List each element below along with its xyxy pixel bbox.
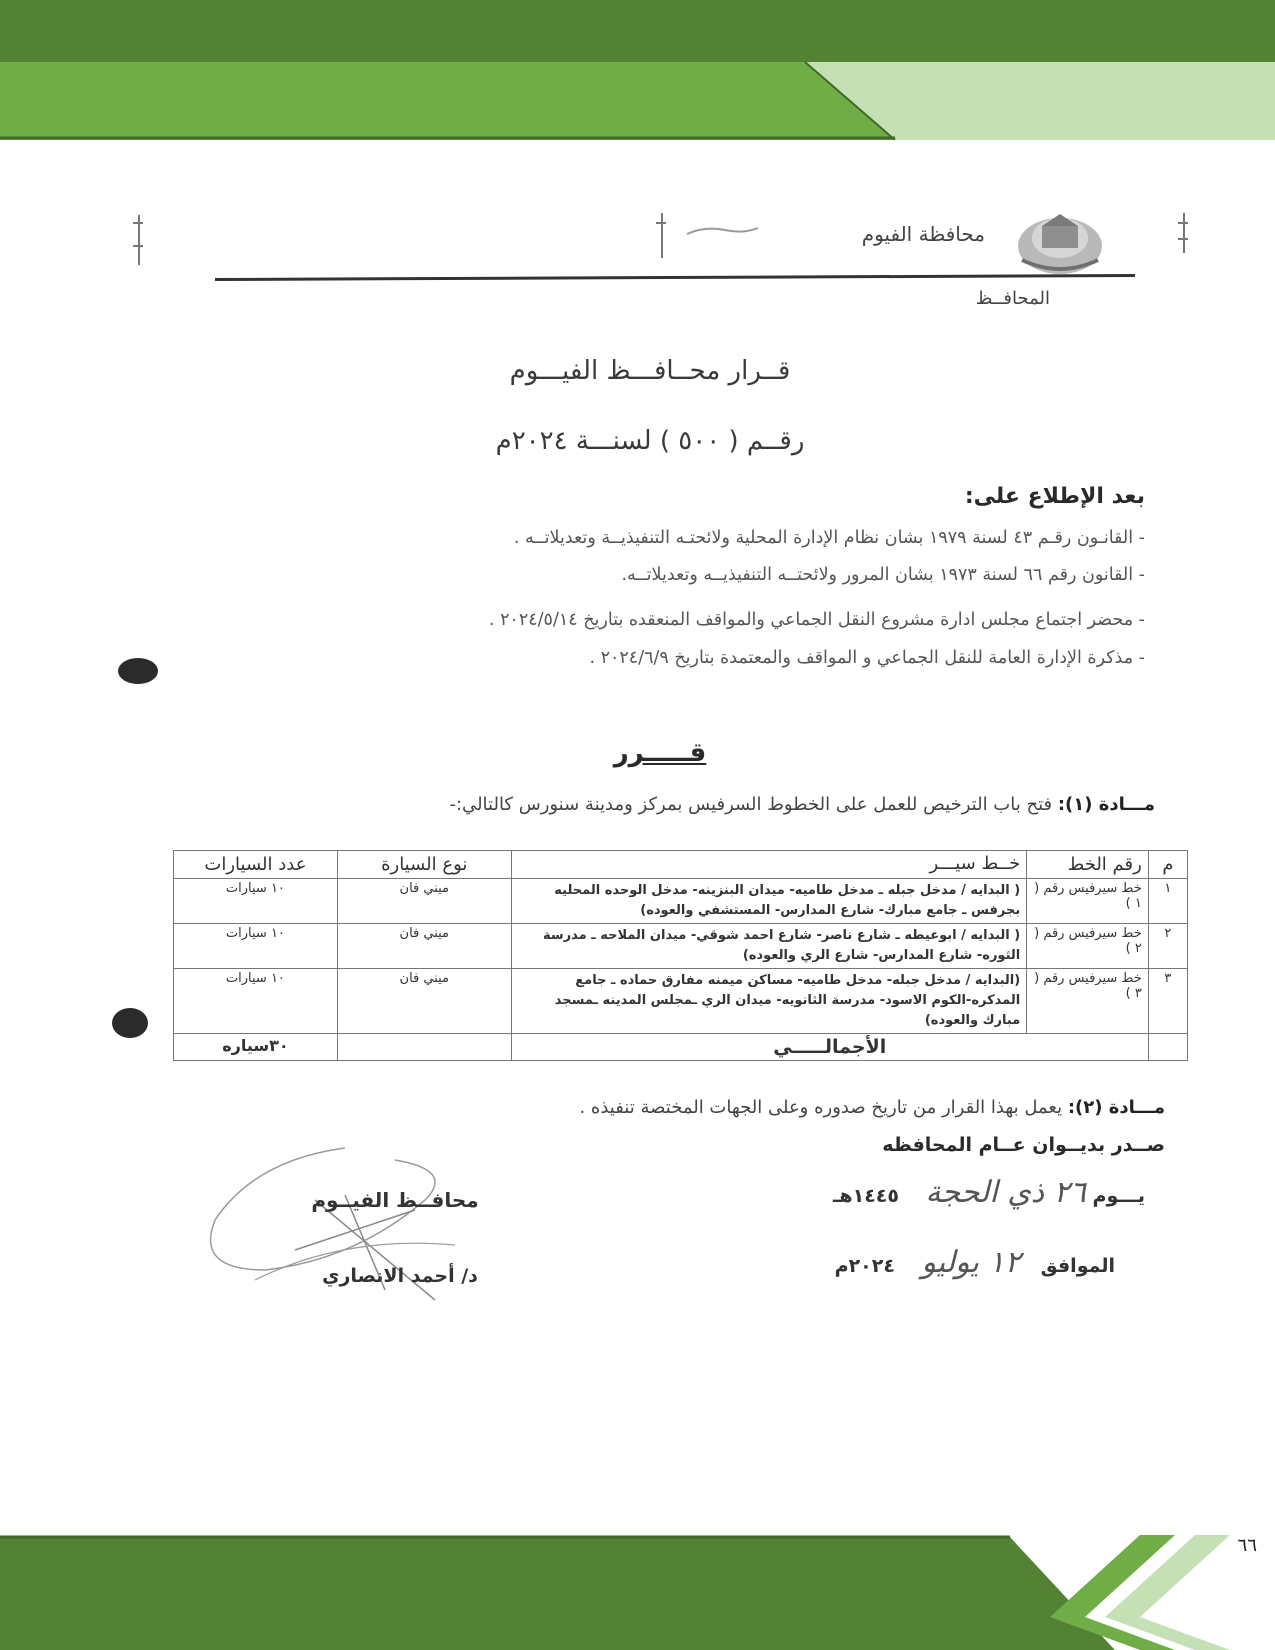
decision-heading: قـــــرر	[613, 738, 707, 768]
row-vehicle-type: ميني فان	[337, 969, 511, 1034]
row-vehicle-type: ميني فان	[337, 879, 511, 924]
table-total-row	[174, 1034, 1188, 1061]
row-line-number: خط سيرفيس رقم ( ٢ )	[1027, 924, 1149, 969]
col-header-vehicle-count: عدد السيارات	[174, 851, 338, 879]
decree-title: قــرار محــافـــظ الفيـــوم	[509, 356, 791, 386]
office-title: المحافــظ	[975, 288, 1050, 309]
row-line-number: خط سيرفيس رقم ( ١ )	[1027, 879, 1149, 924]
gregorian-prefix: الموافق	[1040, 1255, 1115, 1277]
signatory-name: د/ أحمد الانصاري	[322, 1265, 478, 1287]
row-vehicle-type: ميني فان	[337, 924, 511, 969]
hijri-prefix: يـــوم	[1092, 1185, 1145, 1207]
stamp-mark-icon	[685, 222, 760, 238]
signatory-title: محافــظ الفيــوم	[311, 1188, 479, 1212]
gregorian-year: ٢٠٢٤م	[834, 1255, 895, 1277]
recital-item: - القانون رقم ٦٦ لسنة ١٩٧٣ بشان المرور ولائحتــه التنفيذيــه وتعديلاتــه.	[621, 565, 1145, 585]
recital-item: - مذكرة الإدارة العامة للنقل الجماعي و المواقف والمعتمدة بتاريخ ٢٠٢٤/٦/٩ .	[589, 648, 1145, 668]
article-1-label: مـــادة (١):	[1057, 794, 1155, 815]
page-number: ٦٦	[1237, 1535, 1257, 1556]
table-row	[174, 969, 1188, 1034]
recital-item: - القانـون رقـم ٤٣ لسنة ١٩٧٩ بشان نظام الإدارة المحلية ولائحتـه التنفيذيــة وتعديلاتــه .	[513, 528, 1145, 548]
article-1	[175, 794, 1155, 815]
article-2-text: يعمل بهذا القرار من تاريخ صدوره وعلى الجهات المختصة تنفيذه .	[579, 1097, 1068, 1118]
total-label: الأجمالـــــي	[511, 1034, 1148, 1061]
decree-number: رقــم ( ٥٠٠ ) لسنـــة ٢٠٢٤م	[495, 426, 805, 456]
governorate-emblem-icon	[1012, 208, 1107, 278]
col-header-vehicle-type: نوع السيارة	[337, 851, 511, 879]
hijri-year: ١٤٤٥هـ	[832, 1185, 899, 1207]
gregorian-handwritten: ١٢ يوليو	[921, 1245, 1021, 1280]
article-2-label: مـــادة (٢):	[1067, 1097, 1165, 1118]
gregorian-date	[715, 1245, 1115, 1280]
header-rule	[215, 274, 1135, 281]
col-header-route: خــط سيـــر	[511, 851, 1027, 879]
hijri-date	[715, 1175, 1145, 1210]
row-index: ٣	[1148, 969, 1187, 1034]
routes-table	[173, 850, 1188, 1061]
recitals-heading: بعد الإطلاع على:	[964, 484, 1145, 509]
row-vehicle-count: ١٠ سيارات	[174, 879, 338, 924]
row-vehicle-count: ١٠ سيارات	[174, 924, 338, 969]
row-line-number: خط سيرفيس رقم ( ٣ )	[1027, 969, 1149, 1034]
col-header-line-number: رقم الخط	[1027, 851, 1149, 879]
hijri-handwritten: ٢٦ ذي الحجة	[925, 1175, 1086, 1210]
total-empty-cell	[1148, 1034, 1187, 1061]
recital-item: - محضر اجتماع مجلس ادارة مشروع النقل الجماعي والمواقف المنعقده بتاريخ ٢٠٢٤/٥/١٤ .	[488, 610, 1145, 630]
row-route: ( البدايه / مدخل جبله ـ مدخل طاميه- ميدان البنزينه- مدخل الوحده المحليه بجرفس ـ جامع مبارك- شارع المدارس- المستشفي والعوده)	[511, 879, 1027, 924]
row-index: ٢	[1148, 924, 1187, 969]
article-2	[185, 1097, 1165, 1118]
punch-hole-mark	[112, 1008, 148, 1038]
article-1-text: فتح باب الترخيص للعمل على الخطوط السرفيس بمركز ومدينة سنورس كالتالي:-	[449, 794, 1058, 815]
col-header-index: م	[1148, 851, 1187, 879]
total-value: ٣٠سياره	[174, 1034, 338, 1061]
issued-at: صــدر بديــوان عــام المحافظه	[882, 1134, 1165, 1156]
row-route: (البدايه / مدخل جبله- مدخل طاميه- مساكن ميمنه مفارق حماده ـ جامع المدكره-الكوم الاسود- مدرسة الثانويه- ميدان الري ـمجلس المدينه ـمسجد مبارك والعوده)	[511, 969, 1027, 1034]
row-route: ( البدايه / ابوعيطه ـ شارع ناصر- شارع احمد شوقي- ميدان الملاحه ـ مدرسة الثوره- شارع المدارس- شارع الري والعوده)	[511, 924, 1027, 969]
row-vehicle-count: ١٠ سيارات	[174, 969, 338, 1034]
total-empty-cell	[337, 1034, 511, 1061]
row-index: ١	[1148, 879, 1187, 924]
table-header-row	[174, 851, 1188, 879]
governorate-name: محافظة الفيوم	[861, 222, 985, 246]
table-row	[174, 879, 1188, 924]
punch-hole-mark	[118, 658, 158, 684]
table-row	[174, 924, 1188, 969]
